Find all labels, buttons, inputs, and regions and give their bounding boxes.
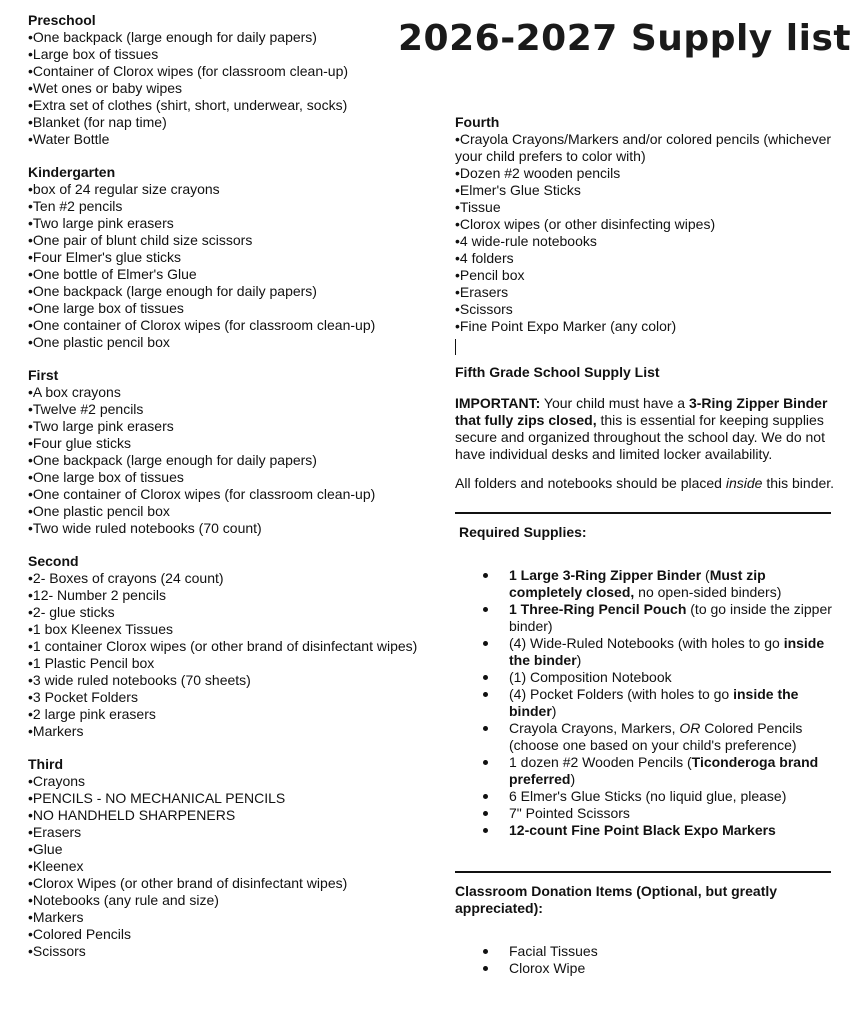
important-text: Your child must have a xyxy=(540,395,689,411)
section-heading: Kindergarten xyxy=(28,164,116,180)
list-item: • Crayola Crayons/Markers and/or colored pencils (whichever your child prefers to color with) xyxy=(455,131,835,165)
fourth-section xyxy=(455,114,835,360)
list-item: • NO HANDHELD SHARPENERS xyxy=(28,807,428,824)
section-heading: First xyxy=(28,367,59,383)
list-item: • 1 Plastic Pencil box xyxy=(28,655,428,672)
folders-text: All folders and notebooks should be placed xyxy=(455,475,726,491)
list-item: • One backpack (large enough for daily papers) xyxy=(28,452,428,469)
list-item: 12-count Fine Point Black Expo Markers xyxy=(483,822,835,839)
list-item: • Fine Point Expo Marker (any color) xyxy=(455,318,835,335)
preschool-section xyxy=(28,12,428,148)
list-item: • A box crayons xyxy=(28,384,428,401)
list-item: (1) Composition Notebook xyxy=(483,669,835,686)
list-item: • One pair of blunt child size scissors xyxy=(28,232,428,249)
list-item: • box of 24 regular size crayons xyxy=(28,181,428,198)
list-item: (4) Wide-Ruled Notebooks (with holes to go inside the binder) xyxy=(483,635,835,669)
list-item: • PENCILS - NO MECHANICAL PENCILS xyxy=(28,790,428,807)
donation-list xyxy=(483,943,835,977)
text-cursor xyxy=(455,339,456,355)
list-item: • One backpack (large enough for daily papers) xyxy=(28,283,428,300)
fifth-heading: Fifth Grade School Supply List xyxy=(455,364,660,380)
list-item: • Glue xyxy=(28,841,428,858)
donation-heading: Classroom Donation Items (Optional, but greatly appreciated): xyxy=(455,883,778,916)
fourth-list xyxy=(455,131,835,335)
list-item: • 2- glue sticks xyxy=(28,604,428,621)
kindergarten-section xyxy=(28,164,428,351)
third-list xyxy=(28,773,428,960)
first-list xyxy=(28,384,428,537)
list-item: • Clorox Wipes (or other brand of disinfectant wipes) xyxy=(28,875,428,892)
divider xyxy=(455,512,831,514)
list-item: • 4 wide-rule notebooks xyxy=(455,233,835,250)
list-item: • Two large pink erasers xyxy=(28,418,428,435)
list-item: • Markers xyxy=(28,909,428,926)
list-item: • One large box of tissues xyxy=(28,469,428,486)
list-item: • 3 Pocket Folders xyxy=(28,689,428,706)
folders-text-end: this binder. xyxy=(762,475,835,491)
list-item: • Water Bottle xyxy=(28,131,428,148)
folders-paragraph xyxy=(455,475,835,492)
list-item: • 2 large pink erasers xyxy=(28,706,428,723)
folders-italic: inside xyxy=(725,475,763,491)
section-heading: Third xyxy=(28,756,63,772)
list-item: • Elmer's Glue Sticks xyxy=(455,182,835,199)
list-item: 1 Three-Ring Pencil Pouch (to go inside the zipper binder) xyxy=(483,601,835,635)
list-item: • Two large pink erasers xyxy=(28,215,428,232)
important-label: IMPORTANT: xyxy=(455,395,541,411)
required-heading: Required Supplies: xyxy=(459,524,587,540)
list-item: • Markers xyxy=(28,723,428,740)
list-item: Facial Tissues xyxy=(483,943,835,960)
left-column xyxy=(28,12,428,976)
divider xyxy=(455,871,831,873)
list-item: • Extra set of clothes (shirt, short, underwear, socks) xyxy=(28,97,428,114)
list-item: Clorox Wipe xyxy=(483,960,835,977)
list-item: • Colored Pencils xyxy=(28,926,428,943)
list-item: • Ten #2 pencils xyxy=(28,198,428,215)
list-item: • Twelve #2 pencils xyxy=(28,401,428,418)
important-paragraph xyxy=(455,395,835,463)
preschool-list xyxy=(28,29,428,148)
list-item: • 2- Boxes of crayons (24 count) xyxy=(28,570,428,587)
list-item: • Large box of tissues xyxy=(28,46,428,63)
list-item: • One bottle of Elmer's Glue xyxy=(28,266,428,283)
list-item: (4) Pocket Folders (with holes to go inside the binder) xyxy=(483,686,835,720)
list-item: • Scissors xyxy=(28,943,428,960)
second-section xyxy=(28,553,428,740)
list-item: • One plastic pencil box xyxy=(28,334,428,351)
list-item: • Four Elmer's glue sticks xyxy=(28,249,428,266)
section-heading: Fourth xyxy=(455,114,500,130)
right-column xyxy=(455,114,835,977)
list-item: • 3 wide ruled notebooks (70 sheets) xyxy=(28,672,428,689)
page-title: 2026-2027 Supply list xyxy=(398,18,852,59)
second-list xyxy=(28,570,428,740)
first-section xyxy=(28,367,428,537)
list-item: • Blanket (for nap time) xyxy=(28,114,428,131)
list-item: • 1 container Clorox wipes (or other brand of disinfectant wipes) xyxy=(28,638,428,655)
list-item: • Two wide ruled notebooks (70 count) xyxy=(28,520,428,537)
list-item: • Pencil box xyxy=(455,267,835,284)
list-item: • Kleenex xyxy=(28,858,428,875)
list-item: Crayola Crayons, Markers, OR Colored Pencils (choose one based on your child's preference) xyxy=(483,720,835,754)
list-item: • Scissors xyxy=(455,301,835,318)
list-item: • Notebooks (any rule and size) xyxy=(28,892,428,909)
list-item: • Erasers xyxy=(455,284,835,301)
list-item: 7" Pointed Scissors xyxy=(483,805,835,822)
list-item: • Dozen #2 wooden pencils xyxy=(455,165,835,182)
kindergarten-list xyxy=(28,181,428,351)
important-binder: 3-Ring Zipper Binder that fully zips closed, xyxy=(455,395,828,428)
list-item: • One container of Clorox wipes (for classroom clean-up) xyxy=(28,317,428,334)
list-item: 1 Large 3-Ring Zipper Binder (Must zip completely closed, no open-sided binders) xyxy=(483,567,835,601)
list-item: 6 Elmer's Glue Sticks (no liquid glue, please) xyxy=(483,788,835,805)
list-item: • Crayons xyxy=(28,773,428,790)
list-item: • Container of Clorox wipes (for classroom clean-up) xyxy=(28,63,428,80)
list-item: • Tissue xyxy=(455,199,835,216)
list-item: • Wet ones or baby wipes xyxy=(28,80,428,97)
list-item: • 4 folders xyxy=(455,250,835,267)
section-heading: Second xyxy=(28,553,79,569)
list-item: • One large box of tissues xyxy=(28,300,428,317)
required-list xyxy=(483,567,835,839)
list-item: • Clorox wipes (or other disinfecting wipes) xyxy=(455,216,835,233)
list-item: • Erasers xyxy=(28,824,428,841)
third-section xyxy=(28,756,428,960)
list-item: 1 dozen #2 Wooden Pencils (Ticonderoga brand preferred) xyxy=(483,754,835,788)
list-item: • One container of Clorox wipes (for classroom clean-up) xyxy=(28,486,428,503)
section-heading: Preschool xyxy=(28,12,96,28)
list-item: • One backpack (large enough for daily papers) xyxy=(28,29,428,46)
list-item: • 12- Number 2 pencils xyxy=(28,587,428,604)
list-item: • 1 box Kleenex Tissues xyxy=(28,621,428,638)
list-item: • Four glue sticks xyxy=(28,435,428,452)
important-text-rest: this is essential for keeping supplies secure and organized throughout the school day. We do not have individual desks and limited locker availability. xyxy=(455,412,825,462)
list-item: • One plastic pencil box xyxy=(28,503,428,520)
